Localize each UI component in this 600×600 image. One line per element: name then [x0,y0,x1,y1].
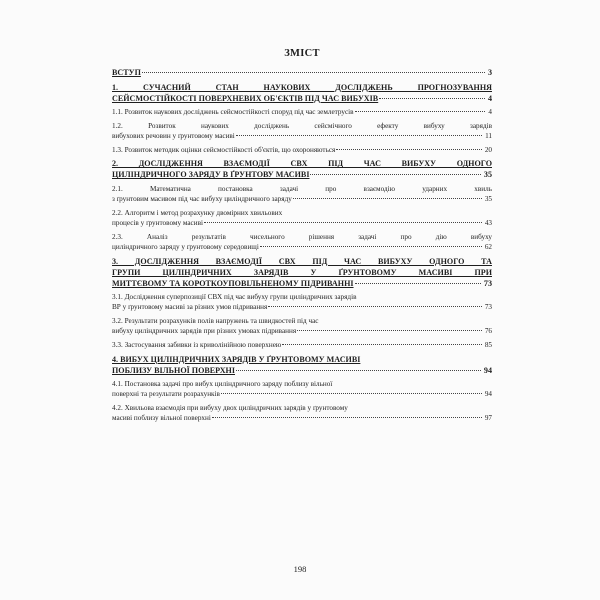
dot-leader [293,198,482,199]
toc-page-ref: 76 [484,327,492,336]
dot-leader [236,135,482,136]
toc-line [112,194,492,204]
toc-line [112,158,492,169]
toc-line [112,267,492,278]
toc-page-ref: 11 [485,131,492,140]
toc-page-ref: 94 [484,390,492,399]
toc-line [112,413,492,423]
toc-line-text: 2. ДОСЛІДЖЕННЯ ВЗАЄМОДІЇ СВХ ПІД ЧАС ВИБУХУ ОДНОГО [112,159,492,169]
toc-line-text: 4.2. Хвильова взаємодія при вибуху двох циліндричних зарядів у ґрунтовому [112,403,348,412]
toc-line [112,82,492,93]
toc-page-ref: 62 [484,242,492,251]
toc-line [112,67,492,78]
toc-line-text: 3.1. Дослідження суперпозиції СВХ під час вибуху групи циліндричних зарядів [112,293,357,302]
toc-section [112,403,492,423]
toc-line [112,93,492,104]
toc-section [112,379,492,399]
toc-chapter [112,158,492,180]
toc-line [112,354,492,365]
toc-line-text: з ґрунтовим масивом під час вибуху циліндричного заряду [112,195,292,204]
toc-line [112,131,492,141]
toc-line-text: 2.3. Аналіз результатів чисельного рішення задачі про дію вибуху [112,232,492,241]
dot-leader [336,149,481,150]
toc-entries [112,67,492,423]
table-of-contents [112,44,492,423]
toc-line [112,326,492,336]
toc-line [112,403,492,413]
toc-section [112,340,492,350]
toc-line-text: ЦИЛІНДРИЧНОГО ЗАРЯДУ В ҐРУНТОВУ МАСИВІ [112,170,310,180]
toc-line-text: 3.3. Застосування забивки із криволінійною поверхнею [112,340,282,349]
toc-line [112,107,492,117]
toc-line-text: ГРУПИ ЦИЛІНДРИЧНИХ ЗАРЯДІВ У ҐРУНТОВОМУ МАСИВІ ПРИ [112,267,492,277]
toc-line-text: 2.1. Математична постановка задачі про взаємодію ударних хвиль [112,184,492,193]
toc-line-text: вибуху циліндричних зарядів при різних умовах підривання [112,327,297,336]
toc-page-ref: 3 [487,68,492,77]
toc-section [112,145,492,155]
toc-line-text: СЕЙСМОСТІЙКОСТІ ПОВЕРХНЕВИХ ОБ'ЄКТІВ ПІД ЧАС ВИБУХІВ [112,93,379,103]
toc-line [112,365,492,376]
toc-line [112,121,492,131]
toc-line-text: ВР у ґрунтовому масиві за різних умов підривання [112,303,268,312]
toc-chapter [112,256,492,289]
toc-chapter [112,67,492,78]
toc-chapter [112,82,492,104]
toc-line-text: 2.2. Алгоритм і метод розрахунку двомірних хвильових [112,208,283,217]
toc-line-text: 1. СУЧАСНИЙ СТАН НАУКОВИХ ДОСЛІДЖЕНЬ ПРОГНОЗУВАННЯ [112,82,492,92]
toc-line [112,145,492,155]
toc-page-ref: 35 [484,195,492,204]
toc-line-text: МИТТЄВОМУ ТА КОРОТКОУПОВІЛЬНЕНОМУ ПІДРИВАННІ [112,278,354,288]
toc-line-text: 1.1. Розвиток наукових досліджень сейсмостійкості споруд під час землетрусів [112,108,354,116]
dot-leader [355,283,481,284]
dot-leader [379,98,485,99]
dot-leader [212,417,482,418]
toc-line [112,316,492,326]
toc-page-ref: 4 [487,93,492,103]
toc-line [112,218,492,228]
toc-section [112,208,492,228]
toc-line-text: ВСТУП [112,68,141,77]
toc-section [112,107,492,117]
toc-line-text: 4. ВИБУХ ЦИЛІНДРИЧНИХ ЗАРЯДІВ У ҐРУНТОВОМУ МАСИВІ [112,354,361,364]
dot-leader [282,344,482,345]
toc-page-ref: 73 [484,303,492,312]
dot-leader [297,330,482,331]
toc-line [112,169,492,180]
toc-line [112,232,492,242]
dot-leader [310,174,480,175]
toc-page-ref: 4 [488,108,492,116]
toc-chapter [112,354,492,376]
toc-line [112,389,492,399]
dot-leader [260,246,482,247]
toc-line [112,292,492,302]
toc-page-ref: 85 [484,340,492,349]
toc-line [112,256,492,267]
toc-section [112,316,492,336]
toc-page-ref: 94 [483,365,492,375]
toc-section [112,292,492,312]
dot-leader [204,222,482,223]
toc-line [112,242,492,252]
toc-line-text: вибухових речовин у ґрунтовому масиві [112,131,235,140]
toc-line-text: 1.2. Розвиток наукових досліджень сейсмічного ефекту вибуху зарядів [112,121,492,130]
toc-line-text: ПОБЛИЗУ ВІЛЬНОЇ ПОВЕРХНІ [112,365,235,375]
toc-line [112,184,492,194]
toc-page-ref: 20 [484,145,492,154]
toc-line-text: 3.2. Результати розрахунків полів напружень та швидкостей під час [112,316,319,325]
toc-section [112,121,492,141]
toc-line [112,278,492,289]
toc-line-text: поверхні та результати розрахунків [112,390,220,399]
toc-title: ЗМІСТ [284,48,320,59]
toc-section [112,232,492,252]
toc-section [112,184,492,204]
toc-line-text: циліндричного заряду у ґрунтовому середовищі [112,242,259,251]
toc-page-ref: 35 [483,170,492,180]
toc-page-ref: 43 [484,218,492,227]
toc-line-text: масиві поблизу вільної поверхні [112,414,211,423]
toc-line-text: 3. ДОСЛІДЖЕННЯ ВЗАЄМОДІЇ СВХ ПІД ЧАС ВИБУХУ ОДНОГО ТА [112,256,492,266]
dot-leader [355,111,486,112]
toc-line [112,379,492,389]
toc-line [112,208,492,218]
toc-line [112,340,492,350]
page-number: 198 [293,564,307,574]
dot-leader [236,370,481,371]
toc-line-text: процесів у ґрунтовому масиві [112,218,203,227]
dot-leader [221,393,482,394]
toc-page-ref: 97 [484,414,492,423]
toc-line-text: 4.1. Постановка задачі про вибух циліндричного заряду поблизу вільної [112,380,333,389]
toc-line-text: 1.3. Розвиток методик оцінки сейсмостійкості об'єктів, що охороняються [112,145,336,154]
toc-page-ref: 73 [483,278,492,288]
dot-leader [142,72,485,73]
dot-leader [268,306,481,307]
toc-line [112,302,492,312]
